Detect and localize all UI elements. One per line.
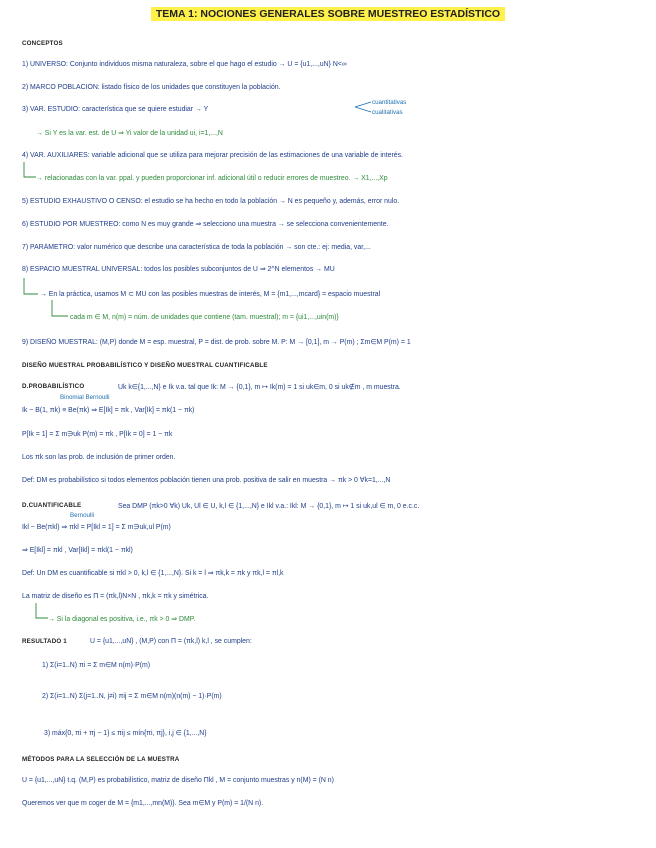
corner-arrow-icon bbox=[22, 162, 38, 180]
metodos-linea-1: U = {u1,...,uN} t.q. (M,P) es probabilístico, matriz de diseño Πkl , M = conjunto muestras y n(M) = (N n) bbox=[22, 777, 334, 784]
corner-arrow-icon bbox=[22, 278, 40, 298]
concept-universo: 1) UNIVERSO: Conjunto individuos misma naturaleza, sobre el que hago el estudio → U = {u1,...,uN} N<∞ bbox=[22, 61, 347, 68]
prob-dist-labels: Binomial Bernoulli bbox=[60, 394, 110, 401]
var-cuantitativas: cuantitativas bbox=[372, 99, 407, 106]
section-resultado: RESULTADO 1 bbox=[22, 638, 67, 645]
concept-tam-muestral: cada m ∈ M, n(m) = núm. de unidades que contiene (tam. muestral); m = {ui1,...,uin(m)} bbox=[70, 314, 339, 321]
prob-inclusion: P[Ik = 1] = Σ m∋uk P(m) = πk , P[Ik = 0] = 1 − πk bbox=[22, 431, 173, 438]
concept-muestreo: 6) ESTUDIO POR MUESTREO: como N es muy grande ⇒ selecciono una muestra → se selecciona convenientemente. bbox=[22, 221, 389, 228]
section-metodos: MÉTODOS PARA LA SELECCIÓN DE LA MUESTRA bbox=[22, 756, 180, 763]
cuant-dist-label: Bernoulli bbox=[70, 512, 95, 519]
cuant-distribucion: Ikl ~ Be(πkl) ⇒ πkl = P[Ikl = 1] = Σ m∋uk,ul P(m) bbox=[22, 524, 171, 531]
cuant-diagonal-note: → Si la diagonal es positiva, i.e., πk > 0 ⇒ DMP. bbox=[48, 616, 196, 623]
concept-marco: 2) MARCO POBLACIÓN: listado físico de los unidades que constituyen la población. bbox=[22, 84, 281, 91]
resultado-3: 3) máx{0, πi + πj − 1} ≤ πij ≤ mín{πi, πj}, i,j ∈ {1,...,N} bbox=[44, 730, 207, 737]
concept-censo: 5) ESTUDIO EXHAUSTIVO O CENSO: el estudio se ha hecho en todo la población → N es pequeño y, además, error nulo. bbox=[22, 198, 400, 205]
corner-arrow-icon bbox=[34, 603, 50, 621]
cuant-matriz: La matriz de diseño es Π = (πk,l)N×N , πk,k = πk y simétrica. bbox=[22, 593, 209, 600]
cuant-definicion: Def: Un DM es cuantificable si πkl > 0, k,l ∈ {1,...,N}. Si k = l ⇒ πk,k = πk y πk,l = πl,k bbox=[22, 570, 284, 577]
prob-def-indicador: Uk k∈{1,...,N} e Ik v.a. tal que Ik: M → {0,1}, m ↦ Ik(m) = 1 si uk∈m, 0 si uk∉m , m muestra. bbox=[118, 384, 401, 391]
concept-var-estudio-note: → Si Y es la var. est. de U ⇒ Yi valor de la unidad ui, i=1,...,N bbox=[36, 130, 223, 137]
resultado-enunciado: U = {u1,...,uN} , (M,P) con Π = (πk,l) k,l , se cumplen: bbox=[90, 638, 252, 645]
cuant-def-indicador: Sea DMP (πk>0 ∀k) Uk, Ul ∈ U, k,l ∈ {1,...,N} e Ikl v.a.: Ikl: M → {0,1}, m ↦ 1 si uk,ul ∈ m, 0 e.c.c. bbox=[118, 503, 420, 510]
concept-var-auxiliares: 4) VAR. AUXILIARES: variable adicional que se utiliza para mejorar precisión de las estimaciones de una variable de interés. bbox=[22, 152, 403, 159]
section-probabilistico: D.PROBABILÍSTICO bbox=[22, 383, 85, 390]
resultado-2: 2) Σ(i=1..N) Σ(j=1..N, j≠i) πij = Σ m∈M n(m)(n(m) − 1)·P(m) bbox=[42, 693, 222, 700]
prob-primer-orden: Los πk son las prob. de inclusión de primer orden. bbox=[22, 454, 176, 461]
prob-definicion: Def: DM es probabilístico si todos elementos población tienen una prob. positiva de salir en muestra → πk > 0 ∀k=1,...,N bbox=[22, 477, 391, 484]
concept-espacio-muestral: 8) ESPACIO MUESTRAL UNIVERSAL: todos los posibles subconjuntos de U ⇒ 2^N elementos → MU bbox=[22, 266, 335, 273]
cuant-esperanza: ⇒ E[Ikl] = πkl , Var[Ikl] = πkl(1 − πkl) bbox=[22, 547, 133, 554]
section-conceptos: CONCEPTOS bbox=[22, 40, 63, 47]
concept-espacio-muestral-note: → En la práctica, usamos M ⊂ MU con las posibles muestras de interés, M = {m1,...,mcard} = espacio muestral bbox=[40, 291, 381, 298]
metodos-linea-2: Queremos ver que m coger de M = {m1,...,mn(M)}. Sea m∈M y P(m) = 1/(N n). bbox=[22, 800, 264, 807]
concept-diseno-muestral: 9) DISEÑO MUESTRAL: (M,P) donde M = esp. muestral, P = dist. de prob. sobre M. P: M → [0,1], m → P(m) ; Σm∈M P(m) = 1 bbox=[22, 339, 411, 346]
var-cualitativas: cualitativas bbox=[372, 109, 403, 116]
concept-parametro: 7) PARÁMETRO: valor numérico que describe una característica de toda la población → son cte.: ej: media, var,... bbox=[22, 244, 371, 251]
section-diseno: DISEÑO MUESTRAL PROBABILÍSTICO Y DISEÑO MUESTRAL CUANTIFICABLE bbox=[22, 362, 268, 369]
prob-distribucion: Ik ~ B(1, πk) ≡ Be(πk) ⇒ E[Ik] = πk , Var[Ik] = πk(1 − πk) bbox=[22, 407, 195, 414]
concept-var-estudio: 3) VAR. ESTUDIO: característica que se quiere estudiar → Y bbox=[22, 106, 209, 113]
resultado-1: 1) Σ(i=1..N) πi = Σ m∈M n(m)·P(m) bbox=[42, 662, 151, 669]
corner-arrow-icon bbox=[50, 300, 70, 320]
section-cuantificable: D.CUANTIFICABLE bbox=[22, 502, 82, 509]
page-title: TEMA 1: NOCIONES GENERALES SOBRE MUESTREO ESTADÍSTICO bbox=[0, 8, 656, 20]
concept-var-auxiliares-note: → relacionadas con la var. ppal. y pueden proporcionar inf. adicional útil o reducir errores de muestreo. → X1,...,Xp bbox=[36, 175, 388, 182]
branch-arrow-icon bbox=[355, 100, 373, 114]
